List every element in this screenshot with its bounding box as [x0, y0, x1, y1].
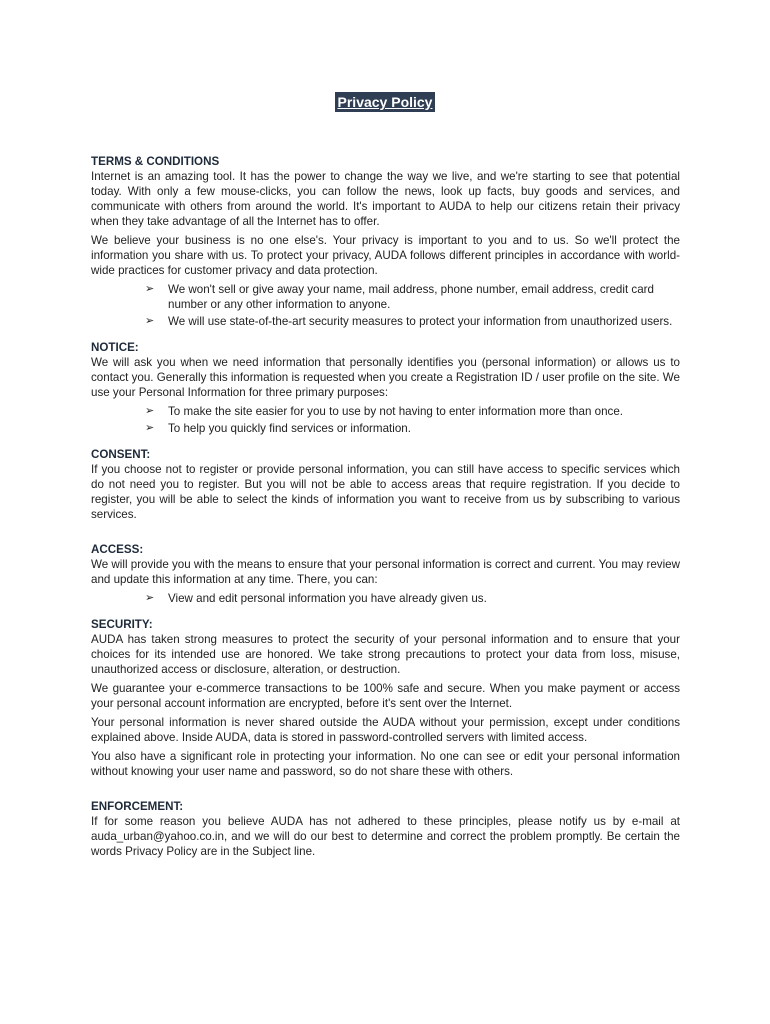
heading-notice: NOTICE:: [91, 341, 139, 354]
list-item: [145, 421, 680, 436]
notice-bullet-list: [91, 404, 680, 436]
access-bullet-list: [91, 591, 680, 606]
terms-paragraph-1: Internet is an amazing tool. It has the power to change the way we live, and we're starting to see that potential today. With only a few mouse-clicks, you can follow the news, look up facts, buy goods and services, and communicate with others from around the world. It's important to AUDA to help our citizens retain their privacy when they take advantage of all the Internet has to offer.: [91, 170, 680, 228]
arrow-bullet-icon: ➢: [145, 422, 155, 434]
terms-paragraph-2: We believe your business is no one else's. Your privacy is important to you and to us. So we'll protect the information you share with us. To protect your privacy, AUDA follows different principles in accordance with world-wide practices for customer privacy and data protection.: [91, 234, 680, 277]
heading-security: SECURITY:: [91, 618, 153, 631]
list-item-text: View and edit personal information you have already given us.: [168, 592, 487, 605]
consent-paragraph-1: If you choose not to register or provide personal information, you can still have access to specific services which do not need you to register. But you will not be able to access areas that require registration. If you decide to register, you will be able to select the kinds of information you want to receive from us by subscribing to various services.: [91, 463, 680, 521]
security-paragraph-1: AUDA has taken strong measures to protect the security of your personal information and to ensure that your choices for its intended use are honored. We take strong precautions to protect your data from loss, misuse, unauthorized access or disclosure, alteration, or destruction.: [91, 633, 680, 676]
arrow-bullet-icon: ➢: [145, 315, 155, 327]
heading-access: ACCESS:: [91, 543, 144, 556]
list-item-text: To make the site easier for you to use by not having to enter information more than once.: [168, 405, 623, 418]
title-wrap: [0, 92, 770, 112]
page-title: Privacy Policy: [335, 92, 436, 112]
list-item-text: To help you quickly find services or information.: [168, 422, 411, 435]
heading-enforcement: ENFORCEMENT:: [91, 800, 184, 813]
document-body: [91, 154, 680, 863]
heading-terms: TERMS & CONDITIONS: [91, 155, 220, 168]
access-paragraph-1: We will provide you with the means to ensure that your personal information is correct and current. You may review and update this information at any time. There, you can:: [91, 558, 680, 586]
list-item-text: We will use state-of-the-art security measures to protect your information from unauthorized users.: [168, 315, 673, 328]
terms-bullet-list: [91, 282, 680, 329]
list-item: [145, 591, 680, 606]
heading-consent: CONSENT:: [91, 448, 151, 461]
list-item-text: We won't sell or give away your name, mail address, phone number, email address, credit card number or any other information to anyone.: [168, 283, 654, 311]
arrow-bullet-icon: ➢: [145, 592, 155, 604]
list-item: [145, 404, 680, 419]
security-paragraph-3: Your personal information is never shared outside the AUDA without your permission, except under conditions explained above. Inside AUDA, data is stored in password-controlled servers with limited access.: [91, 716, 680, 744]
arrow-bullet-icon: ➢: [145, 405, 155, 417]
arrow-bullet-icon: ➢: [145, 283, 155, 295]
list-item: [145, 282, 680, 312]
security-paragraph-4: You also have a significant role in protecting your information. No one can see or edit your personal information without knowing your user name and password, so do not share these with others.: [91, 750, 680, 778]
list-item: [145, 314, 680, 329]
notice-paragraph-1: We will ask you when we need information that personally identifies you (personal information) or allows us to contact you. Generally this information is requested when you create a Registration ID / user profile on the site. We use your Personal Information for three primary purposes:: [91, 356, 680, 399]
enforcement-paragraph-1: If for some reason you believe AUDA has not adhered to these principles, please notify us by e-mail at auda_urban@yahoo.co.in, and we will do our best to determine and correct the problem promptly. Be certain the words Privacy Policy are in the Subject line.: [91, 815, 680, 858]
security-paragraph-2: We guarantee your e-commerce transactions to be 100% safe and secure. When you make payment or access your personal account information are encrypted, before it's sent over the Internet.: [91, 682, 680, 710]
